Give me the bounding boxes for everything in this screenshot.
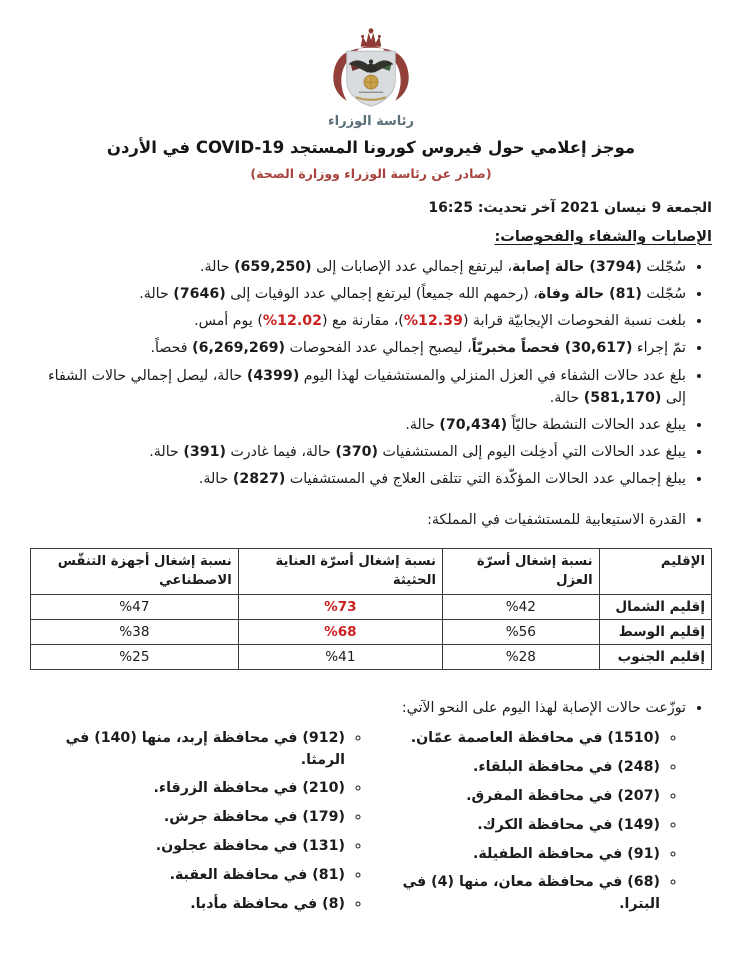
distribution-item: ◦ (149) في محافظة الكرك. xyxy=(371,815,660,836)
stat-value-bold: (30,617) فحصاً مخبريّاً xyxy=(471,340,633,357)
pm-office-calligraphy: رئاسة الوزراء xyxy=(328,114,414,129)
date-line: الجمعة 9 نيسان 2021 آخر تحديث: 16:25 xyxy=(428,200,712,216)
distribution-item: ◦ (207) في محافظة المفرق. xyxy=(371,786,660,807)
hospital-capacity-intro: • القدرة الاستيعابية للمستشفيات في المملكة: xyxy=(30,509,686,531)
distribution-list-left xyxy=(30,728,371,915)
section-heading-cases: الإصابات والشفاء والفحوصات: xyxy=(494,229,712,245)
percentage-cell xyxy=(238,620,442,645)
distribution-item: ◦ (179) في محافظة جرش. xyxy=(30,807,345,828)
percentage-value: %28 xyxy=(505,649,536,666)
stat-text: بلغ عدد حالات الشفاء في العزل المنزلي والمستشفيات لهذا اليوم xyxy=(299,367,686,384)
stat-text: سُجّلت xyxy=(641,286,686,303)
stat-text: يبلغ عدد الحالات النشطة حاليّاً xyxy=(507,416,686,433)
stat-bullet-item xyxy=(30,310,686,332)
stat-bullet-item xyxy=(30,414,686,436)
hospital-capacity-table xyxy=(30,548,712,671)
jordan-coat-of-arms-icon xyxy=(315,26,427,112)
stat-value-bold: (7646) xyxy=(173,286,226,303)
stat-bullet-item xyxy=(30,365,686,409)
stat-text: حالة. xyxy=(549,389,584,406)
distribution-item: ◦ (248) في محافظة البلقاء. xyxy=(371,757,660,778)
percentage-cell xyxy=(31,645,239,670)
capacity-table-row xyxy=(31,595,712,620)
percentage-value: %68 xyxy=(324,624,357,641)
stat-text: حالة. xyxy=(200,259,235,275)
distribution-item: ◦ (131) في محافظة عجلون. xyxy=(30,836,345,857)
distribution-column-right xyxy=(371,728,712,922)
stat-text: بلغت نسبة الفحوصات الإيجابيّة قرابة ( xyxy=(462,313,686,330)
percentage-cell xyxy=(238,595,442,620)
stat-bullet-item xyxy=(30,468,686,490)
distribution-intro-list xyxy=(30,697,712,719)
stat-text: )، مقارنة مع ( xyxy=(321,313,404,330)
distribution-item: ◦ (912) في محافظة إربد، منها (140) في الرمثا. xyxy=(30,728,345,771)
percentage-value: %38 xyxy=(119,624,150,641)
distribution-item: ◦ (91) في محافظة الطفيلة. xyxy=(371,844,660,865)
stat-value-bold: (391) xyxy=(183,444,226,461)
stat-value-bold: (4399) xyxy=(246,367,300,384)
capacity-table-body xyxy=(31,595,712,670)
stat-value-bold: (3794) حالة إصابة xyxy=(512,259,642,275)
percentage-cell xyxy=(443,595,600,620)
stat-value-bold: (2827) xyxy=(232,471,286,488)
distribution-list-right xyxy=(371,728,712,915)
percentage-value: %56 xyxy=(505,624,536,641)
stat-value-bold: (659,250) xyxy=(234,259,312,275)
percentage-value: %25 xyxy=(119,649,150,666)
stat-text: يبلغ إجمالي عدد الحالات المؤكّدة التي تتلقى العلاج في المستشفيات xyxy=(285,471,686,488)
percentage-cell xyxy=(31,595,239,620)
stat-text: ، (رحمهم الله جميعاً) ليرتفع إجمالي عدد الوفيات إلى xyxy=(225,286,538,303)
stat-bullet-item xyxy=(30,256,686,278)
percentage-value: %41 xyxy=(325,649,356,666)
percentage-cell xyxy=(443,645,600,670)
stat-text: ، ليصبح إجمالي عدد الفحوصات xyxy=(284,340,472,357)
stat-value-bold: (70,434) xyxy=(439,416,508,433)
stat-text: حالة. xyxy=(198,471,233,488)
stat-text: ، ليرتفع إجمالي عدد الإصابات إلى xyxy=(311,259,513,275)
percentage-value: %42 xyxy=(505,599,536,616)
capacity-table-row xyxy=(31,620,712,645)
stat-text: فحصاً. xyxy=(150,340,193,357)
document-subtitle: (صادر عن رئاسة الوزراء ووزارة الصحة) xyxy=(250,166,492,181)
distribution-item: ◦ (81) في محافظة العقبة. xyxy=(30,865,345,886)
capacity-intro-list xyxy=(30,509,712,531)
document-title: موجز إعلامي حول فيروس كورونا المستجد COVID-19 في الأردن xyxy=(106,138,636,157)
distribution-column-left xyxy=(30,728,371,922)
capacity-table-header-cell: نسبة إشغال أجهزة التنفّس الاصطناعي xyxy=(31,548,239,595)
capacity-table-row xyxy=(31,645,712,670)
percentage-value: %47 xyxy=(119,599,150,616)
distribution-columns xyxy=(30,728,712,922)
stat-text: يبلغ عدد الحالات التي أدخِلت اليوم إلى المستشفيات xyxy=(378,444,686,461)
stat-text: حالة. xyxy=(405,416,440,433)
distribution-item: ◦ (210) في محافظة الزرقاء. xyxy=(30,778,345,799)
percentage-cell xyxy=(31,620,239,645)
region-cell: إقليم الشمال xyxy=(599,595,711,620)
capacity-table-header-row xyxy=(31,548,712,595)
capacity-table-header-cell: نسبة إشغال أسرّة العناية الحثيثة xyxy=(238,548,442,595)
percentage-cell xyxy=(238,645,442,670)
percentage-value: %73 xyxy=(324,599,357,616)
stat-text: حالة. xyxy=(139,286,174,303)
document-header xyxy=(30,26,712,181)
region-cell: إقليم الجنوب xyxy=(599,645,711,670)
distribution-item: ◦ (1510) في محافظة العاصمة عمّان. xyxy=(371,728,660,749)
stat-value-bold: (581,170) xyxy=(583,389,662,406)
capacity-table-header-cell: نسبة إشغال أسرّة العزل xyxy=(443,548,600,595)
stat-text: ) يوم أمس. xyxy=(194,313,263,330)
distribution-item: ◦ (68) في محافظة معان، منها (4) في البترا. xyxy=(371,872,660,915)
stat-value-bold: (81) حالة وفاة xyxy=(537,286,642,303)
stat-text: تمّ إجراء xyxy=(632,340,686,357)
stat-value-bold: (6,269,269) xyxy=(192,340,285,357)
distribution-item: ◦ (8) في محافظة مأدبا. xyxy=(30,894,345,915)
stat-text: سُجّلت xyxy=(641,259,686,275)
stat-text: حالة، فيما غادرت xyxy=(225,444,336,461)
stat-value-red: 12.39% xyxy=(403,313,463,330)
stats-bullet-list xyxy=(30,256,712,490)
stat-bullet-item xyxy=(30,283,686,305)
stat-text: حالة. xyxy=(149,444,184,461)
stat-bullet-item xyxy=(30,441,686,463)
region-cell: إقليم الوسط xyxy=(599,620,711,645)
stat-text: حالة، ليصل إجمالي حالات الشفاء إلى xyxy=(48,367,686,406)
capacity-table-header-cell: الإقليم xyxy=(599,548,711,595)
distribution-intro: • توزّعت حالات الإصابة لهذا اليوم على النحو الآتي: xyxy=(30,697,686,719)
stat-bullet-item xyxy=(30,337,686,359)
percentage-cell xyxy=(443,620,600,645)
stat-value-bold: (370) xyxy=(335,444,379,461)
stat-value-red: 12.02% xyxy=(262,313,322,330)
